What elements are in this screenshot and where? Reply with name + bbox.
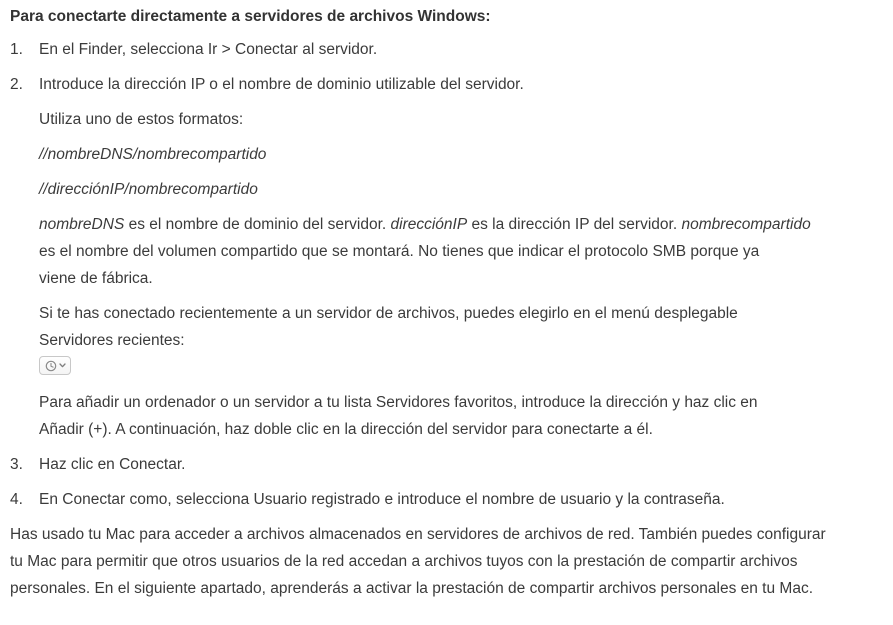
list-item-number: 2. [10, 76, 23, 93]
list-item-number: 3. [10, 456, 23, 473]
format-dns: //nombreDNS/nombrecompartido [39, 146, 267, 163]
recent-servers-row [39, 356, 881, 376]
list-item-content [39, 486, 881, 513]
list-item-content [39, 451, 881, 478]
step-text: Haz clic en Conectar. [39, 456, 186, 473]
list-item-2 [10, 71, 881, 443]
step-text: En Conectar como, selecciona Usuario registrado e introduce el nombre de usuario y la contraseña. [39, 491, 725, 508]
closing-paragraph: Has usado tu Mac para acceder a archivos almacenados en servidores de archivos de red. También puedes configurar tu Mac para permitir que otros usuarios de la red accedan a archivos tuyos con la prestación de compartir archivos personales. En el siguiente apartado, aprenderás a activar la prestación de compartir archivos personales en tu Mac. [10, 526, 826, 597]
step-text: Introduce la dirección IP o el nombre de dominio utilizable del servidor. [39, 76, 524, 93]
list-item-4 [10, 486, 881, 513]
chevron-down-icon [59, 363, 66, 368]
clock-icon [45, 360, 57, 372]
list-item-number: 1. [10, 41, 23, 58]
list-item-number: 4. [10, 491, 23, 508]
formats-intro: Utiliza uno de estos formatos: [39, 111, 244, 128]
list-item-content [39, 36, 881, 63]
recent-servers-note: Si te has conectado recientemente a un servidor de archivos, puedes elegirlo en el menú desplegable Servidores recientes: [39, 305, 738, 349]
list-item-3 [10, 451, 881, 478]
format-ip: //direcciónIP/nombrecompartido [39, 181, 258, 198]
favorites-note: Para añadir un ordenador o un servidor a tu lista Servidores favoritos, introduce la dirección y haz clic en Añadir (+). A continuación, haz doble clic en la dirección del servidor para conectarte a él. [39, 394, 758, 438]
formats-explanation: nombreDNS es el nombre de dominio del servidor. direcciónIP es la dirección IP del servidor. nombrecompartido es el nombre del volumen compartido que se montará. No tienes que indicar el protocolo SMB porque ya viene de fábrica. [39, 216, 811, 287]
list-item-1 [10, 36, 881, 63]
section-heading: Para conectarte directamente a servidores de archivos Windows: [10, 8, 491, 25]
recent-servers-button[interactable] [39, 356, 71, 375]
list-item-content [39, 71, 881, 443]
step-text: En el Finder, selecciona Ir > Conectar al servidor. [39, 41, 378, 58]
